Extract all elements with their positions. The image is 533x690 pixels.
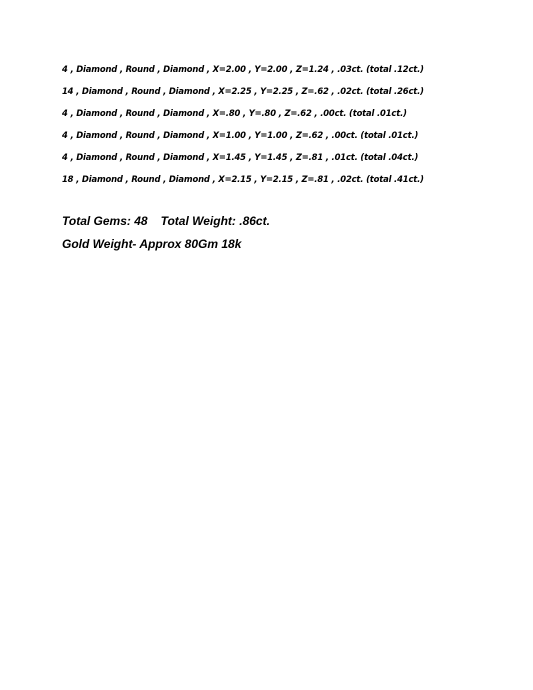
gem-row: 4 , Diamond , Round , Diamond , X=2.00 , Y=2.00 , Z=1.24 , .03ct. (total .12ct.): [62, 64, 424, 74]
gem-row: 4 , Diamond , Round , Diamond , X=1.00 , Y=1.00 , Z=.62 , .00ct. (total .01ct.): [62, 130, 419, 140]
gem-row: 4 , Diamond , Round , Diamond , X=.80 , Y=.80 , Z=.62 , .00ct. (total .01ct.): [62, 108, 407, 118]
gem-row: 14 , Diamond , Round , Diamond , X=2.25 , Y=2.25 , Z=.62 , .02ct. (total .26ct.): [62, 86, 424, 96]
totals-line: [62, 213, 522, 236]
gold-weight: Gold Weight- Approx 80Gm 18k: [62, 237, 242, 251]
total-gems: Total Gems: 48: [62, 214, 148, 228]
gem-row: 18 , Diamond , Round , Diamond , X=2.15 , Y=2.15 , Z=.81 , .02ct. (total .41ct.): [62, 174, 424, 184]
gem-row: 4 , Diamond , Round , Diamond , X=1.45 , Y=1.45 , Z=.81 , .01ct. (total .04ct.): [62, 152, 419, 162]
summary-block: [62, 213, 522, 259]
total-weight: Total Weight: .86ct.: [160, 214, 270, 228]
gold-weight-line: [62, 236, 522, 259]
gem-list: [62, 62, 522, 194]
